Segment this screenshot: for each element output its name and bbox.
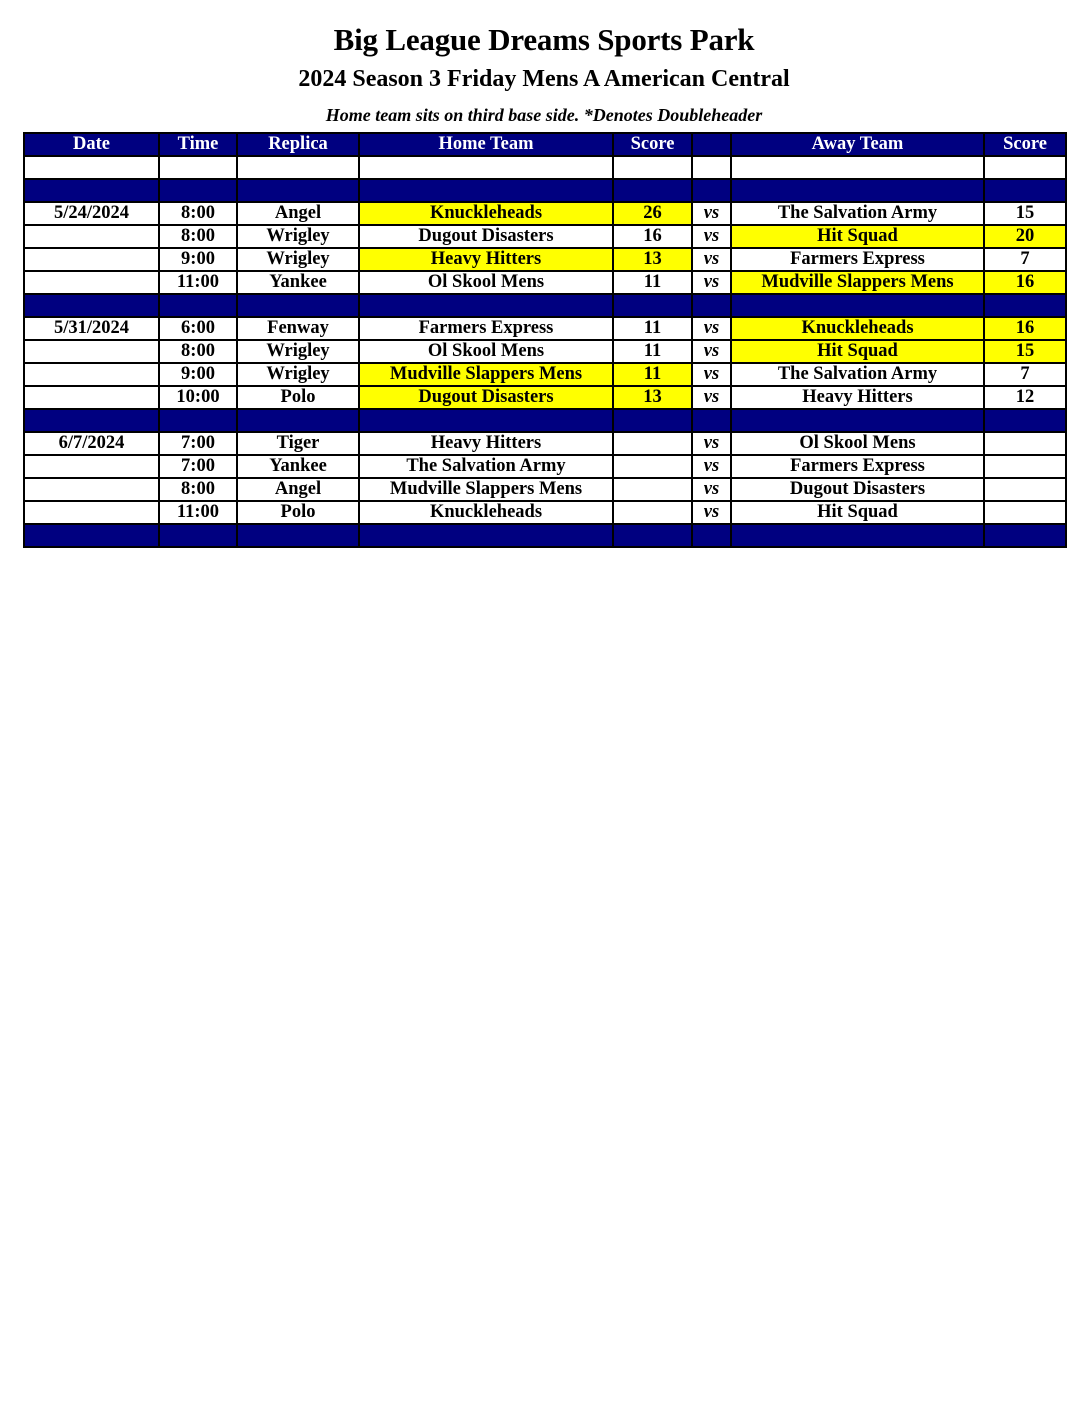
away-score: 20 (984, 225, 1066, 248)
away-team: Hit Squad (731, 225, 984, 248)
away-team: Ol Skool Mens (731, 432, 984, 455)
home-score: 11 (613, 363, 692, 386)
game-time: 11:00 (159, 271, 237, 294)
home-score (613, 478, 692, 501)
game-time: 7:00 (159, 455, 237, 478)
away-score: 12 (984, 386, 1066, 409)
away-team: Mudville Slappers Mens (731, 271, 984, 294)
separator-cell (613, 179, 692, 202)
game-replica-field: Wrigley (237, 340, 359, 363)
game-row (24, 432, 1066, 455)
home-score: 11 (613, 271, 692, 294)
schedule-table (23, 132, 1067, 548)
separator-cell (237, 409, 359, 432)
home-team: Knuckleheads (359, 202, 613, 225)
home-team: Farmers Express (359, 317, 613, 340)
game-date (24, 455, 159, 478)
game-replica-field: Wrigley (237, 225, 359, 248)
game-replica-field: Wrigley (237, 363, 359, 386)
away-team: Hit Squad (731, 340, 984, 363)
game-row (24, 271, 1066, 294)
game-row (24, 478, 1066, 501)
separator-row (24, 179, 1066, 202)
header-vs (692, 133, 731, 156)
vs-label: vs (692, 501, 731, 524)
game-date (24, 501, 159, 524)
away-team: Heavy Hitters (731, 386, 984, 409)
game-time: 10:00 (159, 386, 237, 409)
game-date (24, 478, 159, 501)
away-team: Farmers Express (731, 455, 984, 478)
home-team: Dugout Disasters (359, 386, 613, 409)
separator-cell (237, 179, 359, 202)
separator-cell (984, 179, 1066, 202)
game-date (24, 271, 159, 294)
separator-cell (159, 294, 237, 317)
blank-cell (692, 156, 731, 179)
header-away-team: Away Team (731, 133, 984, 156)
separator-cell (24, 294, 159, 317)
game-time: 8:00 (159, 340, 237, 363)
away-score: 16 (984, 271, 1066, 294)
game-row (24, 501, 1066, 524)
game-replica-field: Yankee (237, 271, 359, 294)
separator-cell (984, 409, 1066, 432)
vs-label: vs (692, 317, 731, 340)
separator-cell (613, 409, 692, 432)
vs-label: vs (692, 363, 731, 386)
game-time: 7:00 (159, 432, 237, 455)
separator-cell (359, 524, 613, 547)
game-row (24, 340, 1066, 363)
separator-row (24, 524, 1066, 547)
away-score: 15 (984, 202, 1066, 225)
home-team: Heavy Hitters (359, 432, 613, 455)
vs-label: vs (692, 386, 731, 409)
separator-cell (159, 179, 237, 202)
header-away-score: Score (984, 133, 1066, 156)
away-score: 7 (984, 363, 1066, 386)
separator-cell (692, 524, 731, 547)
separator-cell (237, 524, 359, 547)
game-date: 6/7/2024 (24, 432, 159, 455)
game-date: 5/31/2024 (24, 317, 159, 340)
separator-cell (159, 409, 237, 432)
game-time: 9:00 (159, 248, 237, 271)
separator-row (24, 409, 1066, 432)
game-date (24, 340, 159, 363)
home-team: Ol Skool Mens (359, 271, 613, 294)
vs-label: vs (692, 248, 731, 271)
blank-row (24, 156, 1066, 179)
away-team: The Salvation Army (731, 202, 984, 225)
separator-cell (984, 294, 1066, 317)
game-time: 8:00 (159, 202, 237, 225)
home-team: The Salvation Army (359, 455, 613, 478)
game-replica-field: Yankee (237, 455, 359, 478)
separator-cell (24, 524, 159, 547)
home-team: Knuckleheads (359, 501, 613, 524)
game-replica-field: Polo (237, 386, 359, 409)
vs-label: vs (692, 202, 731, 225)
game-replica-field: Angel (237, 202, 359, 225)
separator-cell (692, 294, 731, 317)
game-row (24, 363, 1066, 386)
home-team: Mudville Slappers Mens (359, 363, 613, 386)
away-score: 7 (984, 248, 1066, 271)
header-date: Date (24, 133, 159, 156)
header-replica: Replica (237, 133, 359, 156)
schedule-body (24, 156, 1066, 547)
page-subtitle: 2024 Season 3 Friday Mens A American Central (298, 66, 790, 92)
game-replica-field: Tiger (237, 432, 359, 455)
away-team: Dugout Disasters (731, 478, 984, 501)
game-date (24, 363, 159, 386)
game-row (24, 225, 1066, 248)
home-team-note: Home team sits on third base side. *Denotes Doubleheader (325, 105, 763, 125)
vs-label: vs (692, 340, 731, 363)
separator-cell (692, 409, 731, 432)
game-replica-field: Polo (237, 501, 359, 524)
home-team: Dugout Disasters (359, 225, 613, 248)
away-team: Knuckleheads (731, 317, 984, 340)
table-header-row (24, 133, 1066, 156)
separator-cell (731, 409, 984, 432)
header-time: Time (159, 133, 237, 156)
game-row (24, 248, 1066, 271)
separator-cell (613, 294, 692, 317)
home-team: Ol Skool Mens (359, 340, 613, 363)
away-team: The Salvation Army (731, 363, 984, 386)
blank-cell (359, 156, 613, 179)
away-score: 15 (984, 340, 1066, 363)
vs-label: vs (692, 271, 731, 294)
home-score: 11 (613, 317, 692, 340)
away-score: 16 (984, 317, 1066, 340)
header-home-team: Home Team (359, 133, 613, 156)
home-score: 26 (613, 202, 692, 225)
game-row (24, 386, 1066, 409)
separator-cell (359, 409, 613, 432)
home-score (613, 432, 692, 455)
separator-row (24, 294, 1066, 317)
blank-cell (984, 156, 1066, 179)
game-date: 5/24/2024 (24, 202, 159, 225)
header-home-score: Score (613, 133, 692, 156)
separator-cell (159, 524, 237, 547)
home-score (613, 455, 692, 478)
separator-cell (731, 179, 984, 202)
home-score (613, 501, 692, 524)
separator-cell (613, 524, 692, 547)
game-replica-field: Wrigley (237, 248, 359, 271)
separator-cell (24, 409, 159, 432)
home-team: Mudville Slappers Mens (359, 478, 613, 501)
game-row (24, 202, 1066, 225)
game-time: 6:00 (159, 317, 237, 340)
separator-cell (359, 179, 613, 202)
game-row (24, 455, 1066, 478)
separator-cell (692, 179, 731, 202)
blank-cell (24, 156, 159, 179)
game-replica-field: Angel (237, 478, 359, 501)
blank-cell (159, 156, 237, 179)
vs-label: vs (692, 455, 731, 478)
home-score: 11 (613, 340, 692, 363)
home-score: 13 (613, 386, 692, 409)
home-score: 16 (613, 225, 692, 248)
away-score (984, 455, 1066, 478)
game-replica-field: Fenway (237, 317, 359, 340)
separator-cell (984, 524, 1066, 547)
away-score (984, 478, 1066, 501)
separator-cell (359, 294, 613, 317)
game-row (24, 317, 1066, 340)
away-score (984, 432, 1066, 455)
home-team: Heavy Hitters (359, 248, 613, 271)
separator-cell (237, 294, 359, 317)
game-time: 8:00 (159, 478, 237, 501)
page-title: Big League Dreams Sports Park (333, 22, 755, 57)
game-time: 11:00 (159, 501, 237, 524)
away-team: Hit Squad (731, 501, 984, 524)
game-date (24, 248, 159, 271)
separator-cell (731, 294, 984, 317)
game-date (24, 386, 159, 409)
separator-cell (731, 524, 984, 547)
away-score (984, 501, 1066, 524)
blank-cell (731, 156, 984, 179)
vs-label: vs (692, 478, 731, 501)
blank-cell (613, 156, 692, 179)
game-time: 9:00 (159, 363, 237, 386)
home-score: 13 (613, 248, 692, 271)
game-time: 8:00 (159, 225, 237, 248)
blank-cell (237, 156, 359, 179)
away-team: Farmers Express (731, 248, 984, 271)
game-date (24, 225, 159, 248)
vs-label: vs (692, 225, 731, 248)
vs-label: vs (692, 432, 731, 455)
separator-cell (24, 179, 159, 202)
